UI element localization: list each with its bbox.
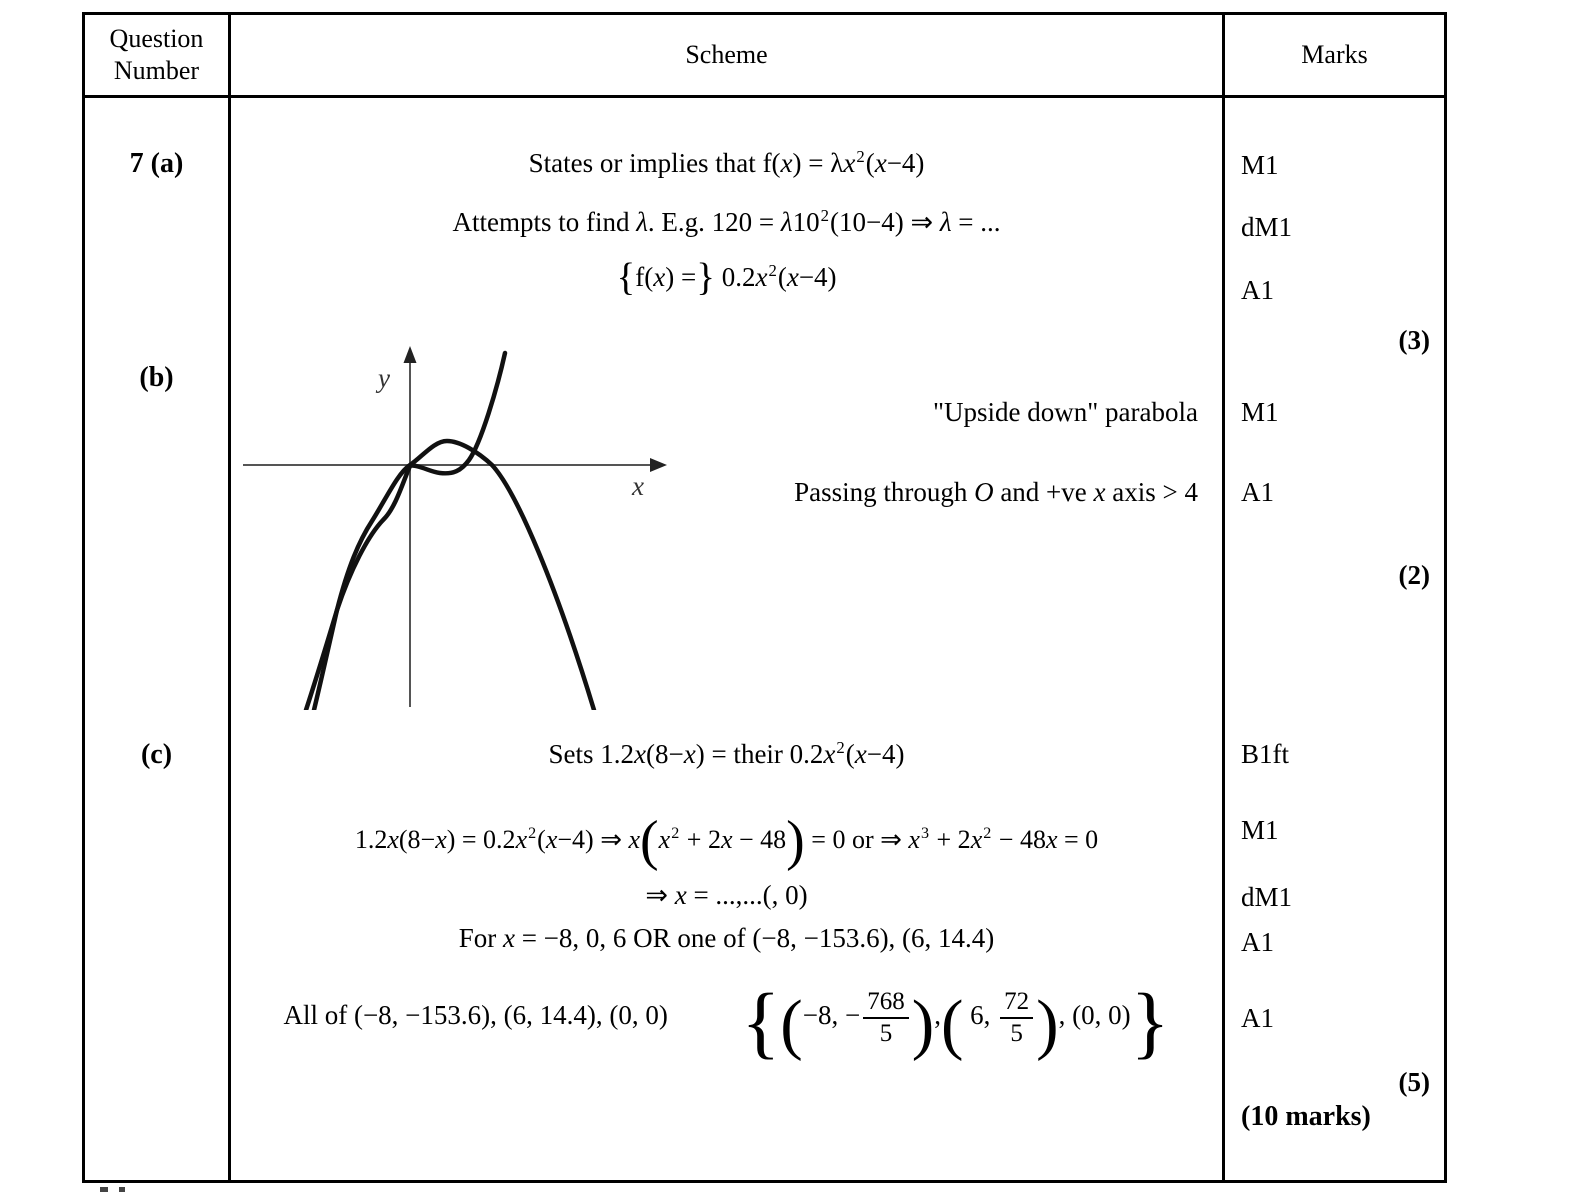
mark-b2: A1 [1241, 477, 1274, 507]
mark-c4: A1 [1241, 927, 1274, 957]
mark-a2: dM1 [1241, 212, 1293, 242]
y-axis-arrow-icon [404, 346, 417, 363]
mark-c-total: (5) [1398, 1067, 1430, 1097]
header-scheme: Scheme [685, 39, 768, 69]
scheme-c-line1: Sets 1.2x(8−x) = their $0.2x^2(x-4)$ [548, 737, 905, 769]
mark-c2: M1 [1241, 815, 1279, 845]
scheme-c-line5-all-of: All of (−8, −153.6), (6, 14.4), (0, 0) [283, 1000, 668, 1030]
scheme-b-note2: Passing through O and +ve x axis > 4 [794, 477, 1198, 507]
y-axis-label: y [378, 363, 390, 393]
header-marks: Marks [1301, 39, 1368, 69]
mark-b-total: (2) [1398, 560, 1430, 590]
x-axis-arrow-icon [650, 458, 667, 472]
question-label-c: (c) [140, 739, 173, 770]
cut-off-text-fragment [119, 1187, 125, 1192]
scheme-c-line3: ⇒ x = ...,...(, 0) [645, 880, 808, 910]
mark-question-total: (10 marks) [1241, 1101, 1371, 1132]
scheme-c-line5 [231, 973, 1222, 1067]
mark-scheme-table [82, 12, 1447, 1183]
question-label-b: (b) [139, 362, 174, 393]
x-axis-label: x [632, 471, 644, 501]
scheme-a-line3: {f(x) =} $0.2x^2(x-4)$ [616, 255, 837, 299]
mark-c5: A1 [1241, 1003, 1274, 1033]
mark-a-total: (3) [1398, 325, 1430, 355]
mark-c3: dM1 [1241, 882, 1293, 912]
mark-a3: A1 [1241, 275, 1274, 305]
scheme-a-line2: Attempts to find λ. E.g. $120 = \lambda 10^2(10-4)$ ⇒ λ = ... [452, 205, 1001, 237]
header-question-number: Question Number [109, 23, 204, 85]
mark-b1: M1 [1241, 397, 1279, 427]
scheme-c-line2: $1.2x(8-x) = 0.2x^2(x-4)$ ⇒ $x(x^2 + 2x - 48) = 0$ or ⇒ $x^3 + 2x^2 - 48x = 0$ [354, 810, 1099, 873]
scheme-c-line4: For x = −8, 0, 6 OR one of (−8, −153.6), (6, 14.4) [458, 923, 995, 953]
scheme-c-line5-exact-set: {(−8, − $\frac{768}{5}$ ),( 6, $\frac{72}{5}$ ), (0, 0)} [741, 976, 1170, 1067]
question-label-7a: 7 (a) [129, 148, 184, 179]
scheme-a-line1: States or implies that $f(x) = \lambda x^2(x-4)$ [528, 146, 925, 178]
mark-c1: B1ft [1241, 739, 1290, 769]
scheme-b-note1: "Upside down" parabola [933, 397, 1198, 427]
mark-a1: M1 [1241, 150, 1279, 180]
cut-off-text-fragment [100, 1187, 108, 1192]
header-row-divider [85, 95, 1444, 98]
